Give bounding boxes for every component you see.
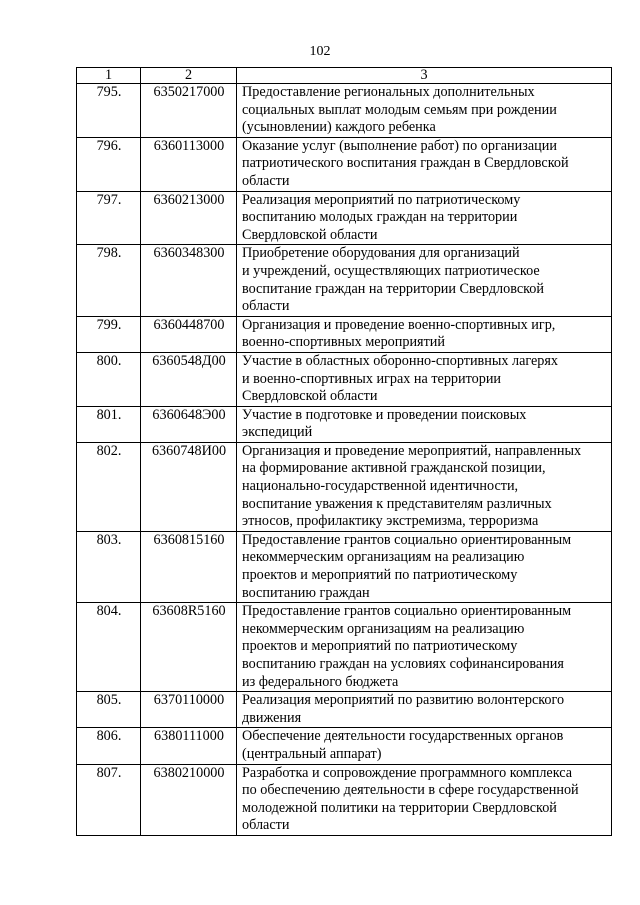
header-row — [77, 68, 612, 84]
table-row — [77, 728, 612, 764]
description-line: области — [242, 298, 290, 315]
table-body — [77, 84, 612, 836]
description-line: Обеспечение деятельности государственных органов — [242, 728, 564, 745]
description-line: патриотического воспитания граждан в Свердловской — [242, 155, 569, 172]
header-col-1: 1 — [77, 68, 141, 84]
description-line: Свердловской области — [242, 388, 378, 405]
description-line: по обеспечению деятельности в сфере государственной — [242, 782, 579, 799]
description-line: Предоставление региональных дополнительных — [242, 84, 535, 100]
row-description — [237, 406, 612, 442]
description-line: Реализация мероприятий по развитию волонтерского — [242, 692, 565, 709]
description-line: Оказание услуг (выполнение работ) по организации — [242, 137, 557, 154]
table-row — [77, 603, 612, 692]
description-line: движения — [242, 709, 302, 726]
description-line: воспитанию граждан на условиях софинансирования — [242, 656, 564, 672]
table-row — [77, 442, 612, 531]
description-line: области — [242, 817, 290, 834]
row-description — [237, 137, 612, 191]
row-code: 63608R5160 — [141, 603, 237, 692]
description-line: области — [242, 172, 290, 189]
description-line: (усыновлении) каждого ребенка — [242, 119, 436, 136]
table-row — [77, 531, 612, 602]
description-line: на формирование активной гражданской позиции, — [242, 460, 546, 477]
description-line: проектов и мероприятий по патриотическому — [242, 638, 518, 655]
row-code: 6350217000 — [141, 84, 237, 138]
row-code: 6360548Д00 — [141, 352, 237, 406]
table-header — [77, 68, 612, 84]
row-code: 6370110000 — [141, 692, 237, 728]
description-line: (центральный аппарат) — [242, 745, 382, 762]
row-description — [237, 84, 612, 138]
row-code: 6380111000 — [141, 728, 237, 764]
row-description — [237, 728, 612, 764]
table-row — [77, 352, 612, 406]
description-line: экспедиций — [242, 424, 313, 441]
description-line: этносов, профилактику экстремизма, терроризма — [242, 513, 539, 530]
table-row — [77, 84, 612, 138]
row-description — [237, 531, 612, 602]
header-col-2: 2 — [141, 68, 237, 84]
row-description — [237, 245, 612, 316]
description-line: воспитание граждан на территории Свердловской — [242, 280, 544, 297]
table-row — [77, 137, 612, 191]
description-line: Свердловской области — [242, 226, 378, 243]
description-line: Предоставление грантов социально ориентированным — [242, 531, 572, 548]
row-code: 6360448700 — [141, 316, 237, 352]
description-line: Реализация мероприятий по патриотическому — [242, 191, 521, 208]
row-number: 805. — [77, 692, 141, 728]
description-line: воспитанию молодых граждан на территории — [242, 209, 518, 226]
row-number: 797. — [77, 191, 141, 245]
row-description — [237, 603, 612, 692]
row-description — [237, 316, 612, 352]
page-number: 102 — [309, 44, 331, 59]
table-row — [77, 191, 612, 245]
description-line: Приобретение оборудования для организаций — [242, 245, 520, 262]
row-number: 800. — [77, 352, 141, 406]
description-line: Организация и проведение мероприятий, направленных — [242, 442, 582, 459]
description-line: Участие в подготовке и проведении поисковых — [242, 406, 527, 423]
description-line: проектов и мероприятий по патриотическому — [242, 567, 518, 584]
row-number: 802. — [77, 442, 141, 531]
row-number: 798. — [77, 245, 141, 316]
description-line: некоммерческим организациям на реализацию — [242, 549, 525, 566]
description-line: из федерального бюджета — [242, 673, 399, 690]
description-line: Организация и проведение военно-спортивных игр, — [242, 316, 556, 333]
table-row — [77, 692, 612, 728]
row-number: 806. — [77, 728, 141, 764]
description-line: военно-спортивных мероприятий — [242, 334, 445, 351]
row-number: 799. — [77, 316, 141, 352]
table-row — [77, 316, 612, 352]
description-line: и военно-спортивных играх на территории — [242, 370, 501, 387]
description-line: воспитание уважения к представителям различных — [242, 495, 552, 512]
description-line: социальных выплат молодым семьям при рождении — [242, 101, 557, 118]
table-row — [77, 245, 612, 316]
description-line: Предоставление грантов социально ориентированным — [242, 603, 572, 620]
budget-classification-table — [76, 67, 612, 836]
row-description — [237, 442, 612, 531]
header-col-3: 3 — [237, 68, 612, 84]
description-line: некоммерческим организациям на реализацию — [242, 620, 525, 637]
row-number: 804. — [77, 603, 141, 692]
row-code: 6360213000 — [141, 191, 237, 245]
row-number: 801. — [77, 406, 141, 442]
row-description — [237, 352, 612, 406]
row-description — [237, 191, 612, 245]
row-number: 796. — [77, 137, 141, 191]
description-line: воспитанию граждан — [242, 584, 370, 601]
description-line: и учреждений, осуществляющих патриотическое — [242, 262, 540, 279]
row-code: 6380210000 — [141, 764, 237, 835]
description-line: национально-государственной идентичности, — [242, 478, 519, 495]
table-row — [77, 764, 612, 835]
row-code: 6360113000 — [141, 137, 237, 191]
row-description — [237, 764, 612, 835]
row-description — [237, 692, 612, 728]
row-code: 6360648Э00 — [141, 406, 237, 442]
row-number: 807. — [77, 764, 141, 835]
description-line: Разработка и сопровождение программного комплекса — [242, 764, 573, 781]
description-line: Участие в областных оборонно-спортивных лагерях — [242, 352, 559, 369]
row-code: 6360748И00 — [141, 442, 237, 531]
row-number: 795. — [77, 84, 141, 138]
description-line: молодежной политики на территории Свердловской — [242, 799, 557, 816]
row-code: 6360815160 — [141, 531, 237, 602]
row-number: 803. — [77, 531, 141, 602]
table-row — [77, 406, 612, 442]
row-code: 6360348300 — [141, 245, 237, 316]
